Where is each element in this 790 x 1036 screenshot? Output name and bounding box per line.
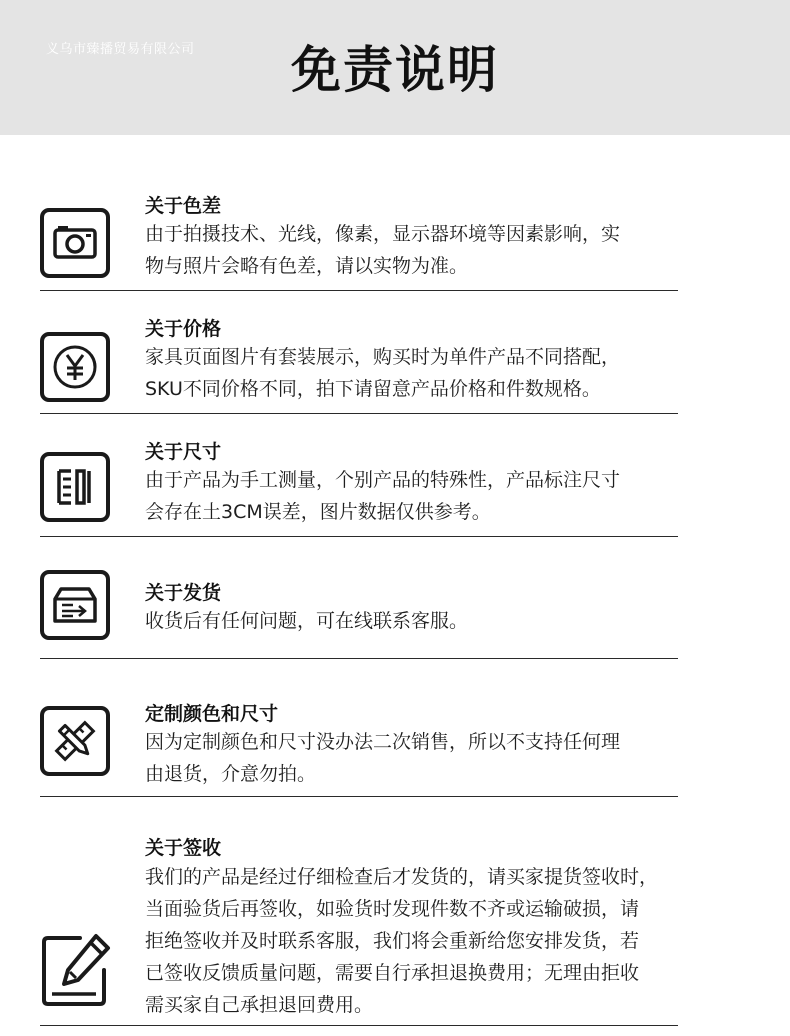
item-title: 关于签收 [145,837,222,859]
delivery-box-icon [40,570,110,640]
item-title: 关于发货 [145,582,222,604]
item-description [145,464,620,528]
item-description [145,218,620,282]
description-line: 家具页面图片有套装展示，购买时为单件产品不同搭配， [145,346,621,368]
item-description [145,341,620,405]
divider [40,1025,678,1026]
item-description [145,726,620,790]
divider [40,796,678,797]
description-line: 拒绝签收并及时联系客服，我们将会重新给您安排发货，若 [145,930,640,952]
divider [40,290,678,291]
description-line: 因为定制颜色和尺寸没办法二次销售，所以不支持任何理 [145,731,621,753]
description-line: 已签收反馈质量问题，需要自行承担退换费用；无理由拒收 [145,962,640,984]
description-line: 需买家自己承担退回费用。 [145,994,374,1016]
description-line: 我们的产品是经过仔细检查后才发货的，请买家提货签收时， [145,866,659,888]
item-title: 关于尺寸 [145,441,222,463]
item-title: 关于价格 [145,318,222,340]
sign-edit-icon [38,930,116,1014]
description-line: SKU不同价格不同，拍下请留意产品价格和件数规格。 [145,378,601,400]
item-title: 关于色差 [145,195,222,217]
ruler-measure-icon [40,452,110,522]
pencil-ruler-icon [40,706,110,776]
description-line: 当面验货后再签收，如验货时发现件数不齐或运输破损，请 [145,898,640,920]
item-description [145,861,658,1021]
yen-coin-icon [40,332,110,402]
divider [40,413,678,414]
description-line: 物与照片会略有色差，请以实物为准。 [145,255,469,277]
description-line: 由退货，介意勿拍。 [145,763,317,785]
description-line: 由于拍摄技术、光线，像素，显示器环境等因素影响，实 [145,223,621,245]
item-description [145,605,468,637]
description-line: 由于产品为手工测量，个别产品的特殊性，产品标注尺寸 [145,469,621,491]
camera-icon [40,208,110,278]
description-line: 收货后有任何问题，可在线联系客服。 [145,610,469,632]
page-title: 免责说明 [291,41,499,99]
company-watermark: 义乌市臻播贸易有限公司 [46,42,195,57]
item-title: 定制颜色和尺寸 [145,703,279,725]
header-banner [0,0,790,135]
description-line: 会存在土3CM误差，图片数据仅供参考。 [145,501,491,523]
divider [40,536,678,537]
divider [40,658,678,659]
